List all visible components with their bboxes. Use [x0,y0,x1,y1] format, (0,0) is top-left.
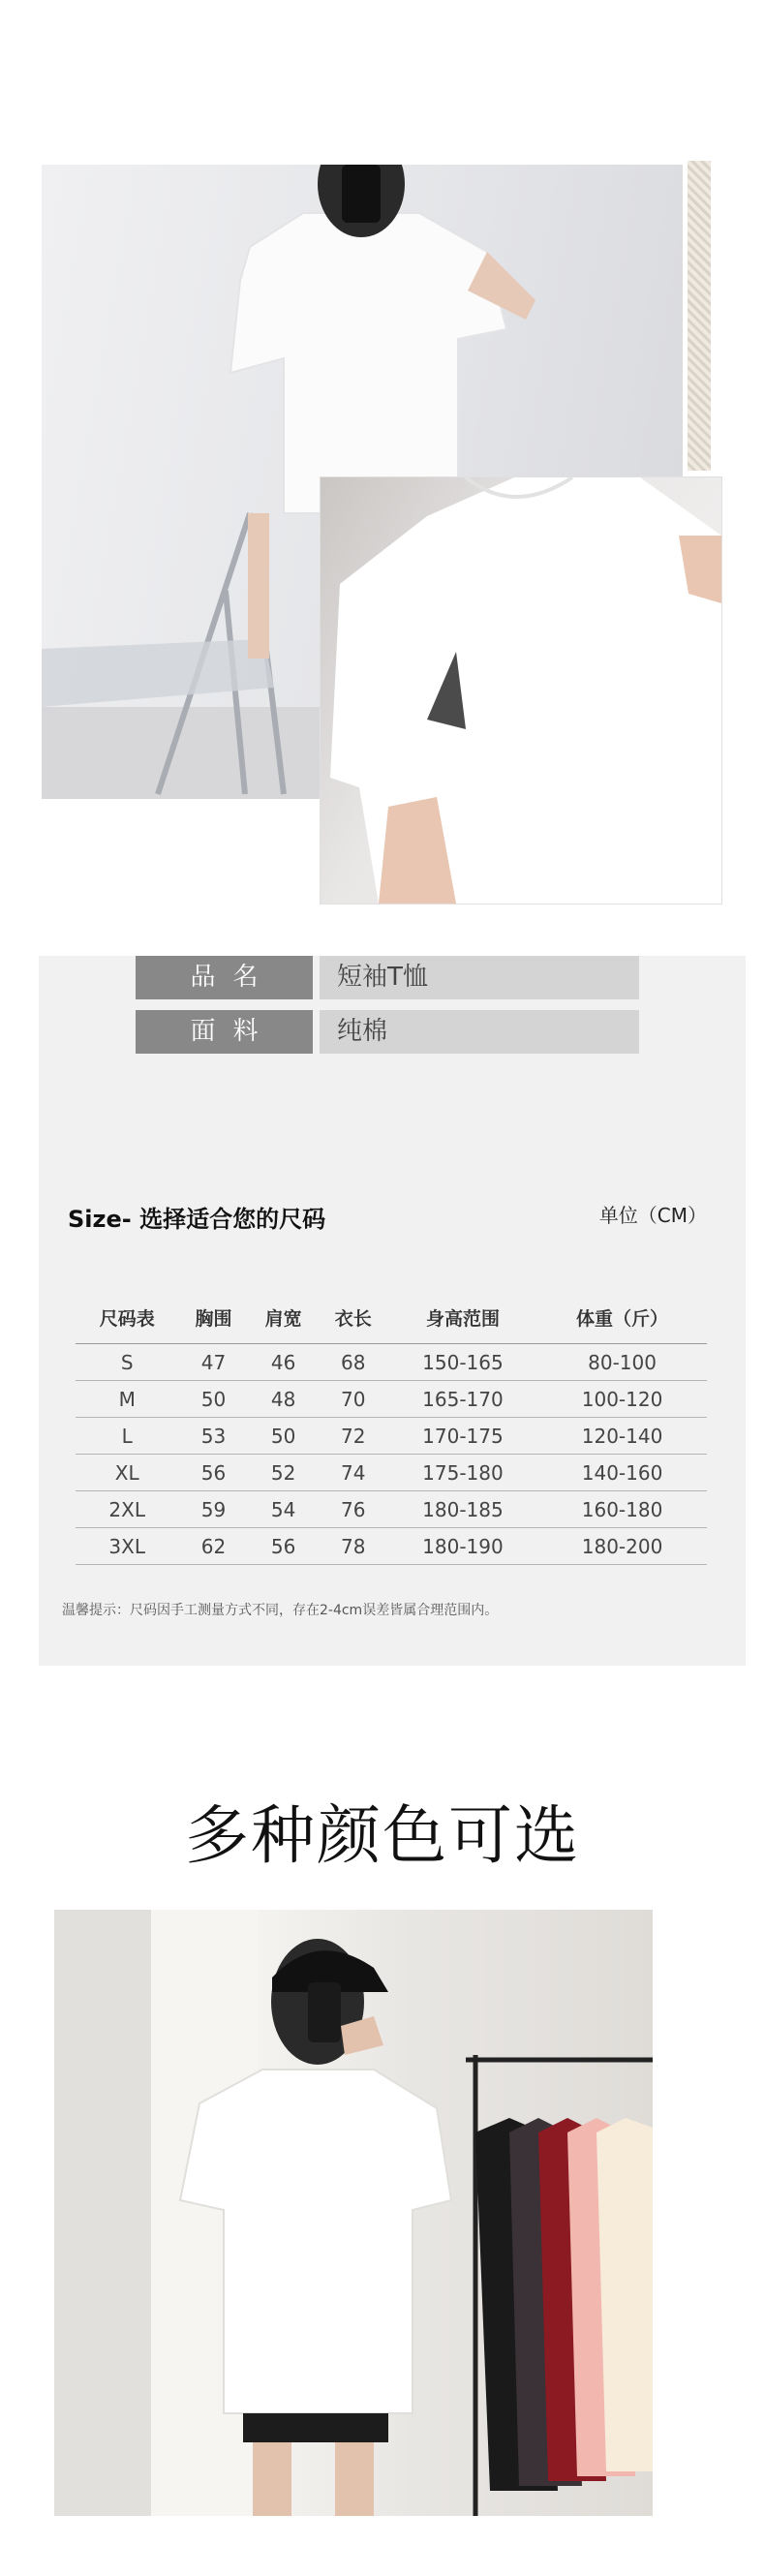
header-length: 衣长 [319,1291,388,1344]
header-height: 身高范围 [388,1291,537,1344]
table-cell: 100-120 [537,1381,707,1418]
table-cell: 52 [249,1455,319,1491]
table-cell: 54 [249,1491,319,1528]
table-cell: 46 [249,1344,319,1381]
table-cell: XL [76,1455,178,1491]
size-table-header [76,1291,707,1344]
spec-panel [39,956,746,1666]
size-unit: 单位（CM） [598,1204,707,1227]
table-cell: 70 [319,1381,388,1418]
table-cell: 160-180 [537,1491,707,1528]
table-cell: 47 [178,1344,248,1381]
table-cell: M [76,1381,178,1418]
table-cell: 62 [178,1528,248,1565]
header-size: 尺码表 [76,1291,178,1344]
table-cell: 3XL [76,1528,178,1565]
model-photo-rack [54,1910,653,2516]
table-cell: 76 [319,1491,388,1528]
table-cell: 48 [249,1381,319,1418]
table-cell: 180-185 [388,1491,537,1528]
table-cell: 50 [249,1418,319,1455]
table-row [76,1344,707,1381]
table-cell: 2XL [76,1491,178,1528]
tshirt-detail-photo [320,476,722,905]
spec-value-fabric: 纯棉 [320,1010,639,1054]
table-cell: 50 [178,1381,248,1418]
size-table [76,1291,707,1565]
table-cell: 165-170 [388,1381,537,1418]
spec-label-name: 品名 [136,956,313,999]
table-row [76,1491,707,1528]
table-cell: 80-100 [537,1344,707,1381]
table-cell: 72 [319,1418,388,1455]
table-cell: 120-140 [537,1418,707,1455]
table-row [76,1455,707,1491]
table-cell: 56 [178,1455,248,1491]
header-chest: 胸围 [178,1291,248,1344]
table-cell: L [76,1418,178,1455]
decorative-stripe [688,161,711,471]
header-shoulder: 肩宽 [249,1291,319,1344]
table-row [76,1528,707,1565]
header-weight: 体重（斤） [537,1291,707,1344]
table-cell: 180-200 [537,1528,707,1565]
colors-title: 多种颜色可选 [185,1798,580,1873]
table-cell: 59 [178,1491,248,1528]
table-cell: 78 [319,1528,388,1565]
table-cell: 180-190 [388,1528,537,1565]
table-cell: S [76,1344,178,1381]
table-cell: 56 [249,1528,319,1565]
size-tip: 温馨提示：尺码因手工测量方式不同，存在2-4cm误差皆属合理范围内。 [62,1603,499,1618]
table-cell: 68 [319,1344,388,1381]
spec-label-fabric: 面料 [136,1010,313,1054]
table-cell: 170-175 [388,1418,537,1455]
table-cell: 175-180 [388,1455,537,1491]
spec-value-name: 短袖T恤 [320,956,639,999]
table-cell: 74 [319,1455,388,1491]
table-cell: 53 [178,1418,248,1455]
table-cell: 140-160 [537,1455,707,1491]
size-title: Size- 选择适合您的尺码 [68,1206,326,1233]
table-row [76,1418,707,1455]
table-row [76,1381,707,1418]
table-cell: 150-165 [388,1344,537,1381]
